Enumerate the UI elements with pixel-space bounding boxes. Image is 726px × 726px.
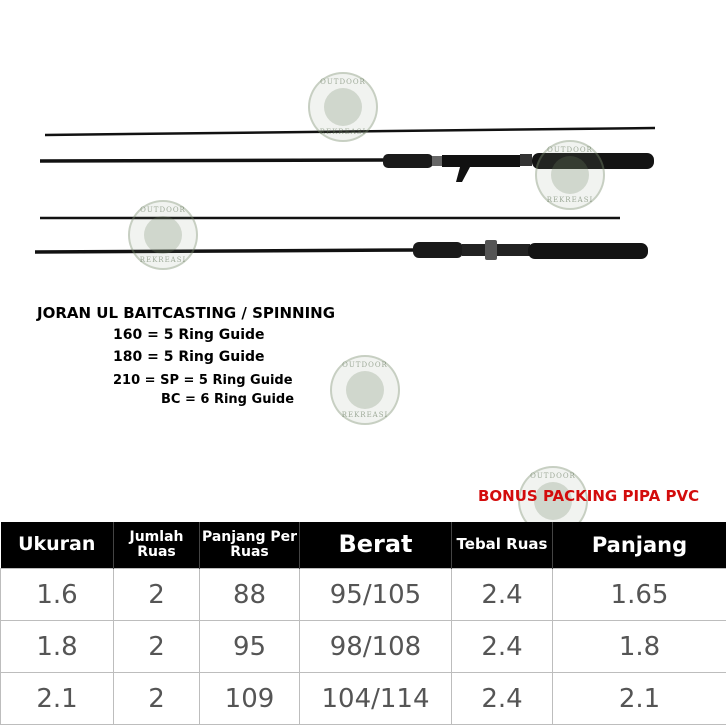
- cell-berat: 95/105: [300, 569, 452, 621]
- spec-title: JORAN UL BAITCASTING / SPINNING: [37, 304, 336, 322]
- header-berat: Berat: [300, 522, 452, 569]
- table-row: [1, 569, 726, 621]
- header-panjang-per-ruas: Panjang Per Ruas: [200, 522, 300, 569]
- cell-jumlah-ruas: 2: [114, 569, 200, 621]
- cell-berat: 98/108: [300, 621, 452, 673]
- rod1-reel-seat-trigger: [442, 155, 520, 182]
- cell-panjang-per-ruas: 109: [200, 673, 300, 725]
- cell-jumlah-ruas: 2: [114, 673, 200, 725]
- table-row: [1, 621, 726, 673]
- cell-panjang-per-ruas: 95: [200, 621, 300, 673]
- rod2-seat-ring: [485, 240, 497, 260]
- table-header-row: [1, 522, 726, 569]
- cell-berat: 104/114: [300, 673, 452, 725]
- spec-line-180: 180 = 5 Ring Guide: [113, 349, 265, 365]
- cell-panjang: 2.1: [553, 673, 726, 725]
- spec-line-bc: BC = 6 Ring Guide: [161, 392, 295, 407]
- cell-panjang: 1.65: [553, 569, 726, 621]
- cell-tebal-ruas: 2.4: [452, 673, 553, 725]
- header-ukuran: Ukuran: [1, 522, 114, 569]
- spec-line-160: 160 = 5 Ring Guide: [113, 327, 265, 343]
- watermark-badge: OUTDOOR: [518, 466, 588, 536]
- cell-ukuran: 1.6: [1, 569, 114, 621]
- rod1-reel-seat-ring: [432, 156, 442, 166]
- header-jumlah-ruas: Jumlah Ruas: [114, 522, 200, 569]
- cell-tebal-ruas: 2.4: [452, 621, 553, 673]
- watermark-badge: OUTDOOR REKREASI: [308, 72, 378, 142]
- fishing-rods-icon: [0, 0, 726, 300]
- rod2-butt-section: [35, 250, 415, 252]
- cell-ukuran: 2.1: [1, 673, 114, 725]
- cell-ukuran: 1.8: [1, 621, 114, 673]
- cell-panjang: 1.8: [553, 621, 726, 673]
- rod1-butt-section: [40, 160, 390, 161]
- watermark-badge: OUTDOOR REKREASI: [128, 200, 198, 270]
- rod2-front-grip: [413, 242, 463, 258]
- cell-jumlah-ruas: 2: [114, 621, 200, 673]
- spec-table: [0, 522, 726, 725]
- rod2-rear-grip: [528, 243, 648, 259]
- watermark-badge: OUTDOOR REKREASI: [535, 140, 605, 210]
- rod1-front-grip: [383, 154, 433, 168]
- rod1-collar: [520, 154, 532, 166]
- watermark-badge: OUTDOOR REKREASI: [330, 355, 400, 425]
- table-row: [1, 673, 726, 725]
- header-panjang: Panjang: [553, 522, 726, 569]
- bonus-label: BONUS PACKING PIPA PVC: [478, 487, 700, 505]
- spec-line-210: 210 = SP = 5 Ring Guide: [113, 373, 293, 388]
- cell-tebal-ruas: 2.4: [452, 569, 553, 621]
- header-tebal-ruas: Tebal Ruas: [452, 522, 553, 569]
- cell-panjang-per-ruas: 88: [200, 569, 300, 621]
